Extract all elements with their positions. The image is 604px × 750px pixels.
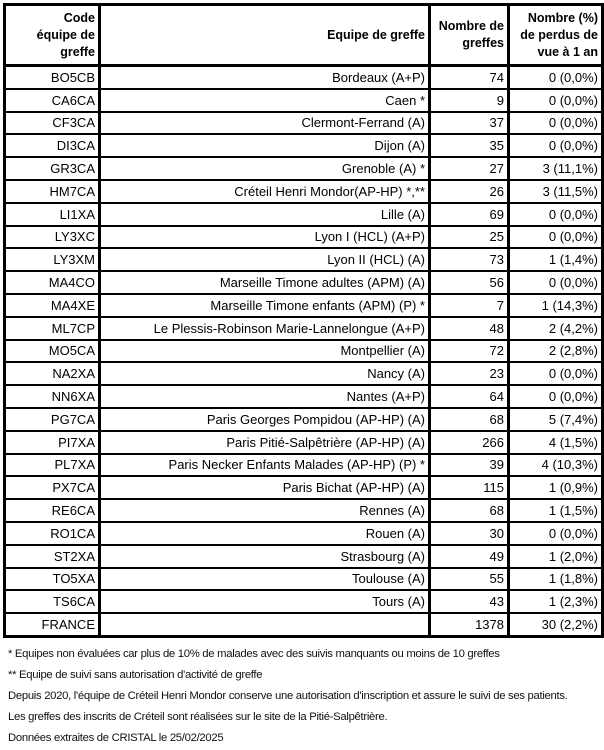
header-team: Equipe de greffe	[100, 5, 430, 66]
cell-team: Dijon (A)	[100, 134, 430, 157]
cell-count: 115	[430, 476, 509, 499]
cell-code: GR3CA	[5, 157, 100, 180]
table-row	[5, 226, 603, 249]
cell-lost: 0 (0,0%)	[509, 134, 603, 157]
cell-team: Lyon I (HCL) (A+P)	[100, 226, 430, 249]
table-row	[5, 271, 603, 294]
cell-count: 27	[430, 157, 509, 180]
table-row	[5, 362, 603, 385]
cell-code: RO1CA	[5, 522, 100, 545]
cell-code: ST2XA	[5, 545, 100, 568]
cell-count: 26	[430, 180, 509, 203]
table-row	[5, 454, 603, 477]
table-row	[5, 317, 603, 340]
cell-lost: 1 (2,3%)	[509, 590, 603, 613]
cell-team: Lyon II (HCL) (A)	[100, 248, 430, 271]
cell-lost: 1 (1,8%)	[509, 568, 603, 591]
table-row	[5, 157, 603, 180]
cell-count: 37	[430, 112, 509, 135]
cell-count: 72	[430, 340, 509, 363]
cell-lost: 3 (11,5%)	[509, 180, 603, 203]
table-row	[5, 248, 603, 271]
cell-lost: 0 (0,0%)	[509, 362, 603, 385]
cell-count: 64	[430, 385, 509, 408]
cell-count: 49	[430, 545, 509, 568]
table-header-row	[5, 5, 603, 66]
table-row	[5, 385, 603, 408]
cell-count: 23	[430, 362, 509, 385]
cell-code: BO5CB	[5, 66, 100, 89]
cell-count: 7	[430, 294, 509, 317]
cell-code: CA6CA	[5, 89, 100, 112]
cell-count: 25	[430, 226, 509, 249]
cell-team	[100, 613, 430, 636]
cell-count: 30	[430, 522, 509, 545]
cell-lost: 1 (14,3%)	[509, 294, 603, 317]
cell-code: MO5CA	[5, 340, 100, 363]
cell-team: Toulouse (A)	[100, 568, 430, 591]
cell-code: NN6XA	[5, 385, 100, 408]
cell-code: ML7CP	[5, 317, 100, 340]
header-code: Code équipe de greffe	[5, 5, 100, 66]
header-count: Nombre de greffes	[430, 5, 509, 66]
cell-team: Nancy (A)	[100, 362, 430, 385]
header-lost: Nombre (%) de perdus de vue à 1 an	[509, 5, 603, 66]
footnote-line: Les greffes des inscrits de Créteil sont réalisées sur le site de la Pitié-Salpêtrière.	[8, 711, 388, 723]
cell-team: Paris Pitié-Salpêtrière (AP-HP) (A)	[100, 431, 430, 454]
cell-code: DI3CA	[5, 134, 100, 157]
cell-count: 1378	[430, 613, 509, 636]
cell-count: 74	[430, 66, 509, 89]
cell-team: Paris Necker Enfants Malades (AP-HP) (P) *	[100, 454, 430, 477]
table-row	[5, 590, 603, 613]
cell-count: 35	[430, 134, 509, 157]
cell-team: Paris Georges Pompidou (AP-HP) (A)	[100, 408, 430, 431]
table-row	[5, 476, 603, 499]
table-row	[5, 568, 603, 591]
table-row	[5, 180, 603, 203]
cell-team: Nantes (A+P)	[100, 385, 430, 408]
cell-lost: 3 (11,1%)	[509, 157, 603, 180]
cell-lost: 0 (0,0%)	[509, 203, 603, 226]
cell-team: Clermont-Ferrand (A)	[100, 112, 430, 135]
cell-lost: 0 (0,0%)	[509, 522, 603, 545]
cell-count: 266	[430, 431, 509, 454]
table-row	[5, 340, 603, 363]
cell-team: Montpellier (A)	[100, 340, 430, 363]
table-row	[5, 499, 603, 522]
table-total-row	[5, 613, 603, 636]
cell-count: 68	[430, 408, 509, 431]
cell-team: Strasbourg (A)	[100, 545, 430, 568]
cell-team: Rennes (A)	[100, 499, 430, 522]
cell-lost: 0 (0,0%)	[509, 89, 603, 112]
table-row	[5, 522, 603, 545]
cell-lost: 2 (4,2%)	[509, 317, 603, 340]
cell-count: 39	[430, 454, 509, 477]
table-row	[5, 134, 603, 157]
table-row	[5, 89, 603, 112]
table-row	[5, 203, 603, 226]
cell-lost: 1 (1,5%)	[509, 499, 603, 522]
cell-code: HM7CA	[5, 180, 100, 203]
cell-count: 68	[430, 499, 509, 522]
cell-lost: 30 (2,2%)	[509, 613, 603, 636]
cell-team: Caen *	[100, 89, 430, 112]
cell-code: NA2XA	[5, 362, 100, 385]
table-row	[5, 545, 603, 568]
cell-count: 55	[430, 568, 509, 591]
cell-code: LI1XA	[5, 203, 100, 226]
cell-team: Lille (A)	[100, 203, 430, 226]
footnote-line: Depuis 2020, l'équipe de Créteil Henri Mondor conserve une autorisation d'inscription et assure le suivi de ses patients.	[8, 690, 568, 702]
transplant-teams-table	[3, 3, 604, 638]
table-row	[5, 408, 603, 431]
cell-lost: 0 (0,0%)	[509, 112, 603, 135]
cell-team: Rouen (A)	[100, 522, 430, 545]
table-row	[5, 112, 603, 135]
footnote-line: Données extraites de CRISTAL le 25/02/2025	[8, 732, 224, 744]
cell-team: Tours (A)	[100, 590, 430, 613]
cell-lost: 2 (2,8%)	[509, 340, 603, 363]
cell-code: PI7XA	[5, 431, 100, 454]
cell-code: FRANCE	[5, 613, 100, 636]
cell-code: PL7XA	[5, 454, 100, 477]
cell-count: 73	[430, 248, 509, 271]
cell-code: PG7CA	[5, 408, 100, 431]
table-row	[5, 294, 603, 317]
cell-count: 69	[430, 203, 509, 226]
footnotes	[8, 644, 568, 749]
cell-code: MA4XE	[5, 294, 100, 317]
cell-lost: 1 (2,0%)	[509, 545, 603, 568]
cell-team: Le Plessis-Robinson Marie-Lannelongue (A+P)	[100, 317, 430, 340]
cell-count: 48	[430, 317, 509, 340]
cell-count: 9	[430, 89, 509, 112]
cell-team: Marseille Timone enfants (APM) (P) *	[100, 294, 430, 317]
footnote-line: ** Equipe de suivi sans autorisation d'activité de greffe	[8, 669, 263, 681]
cell-lost: 0 (0,0%)	[509, 66, 603, 89]
cell-lost: 1 (1,4%)	[509, 248, 603, 271]
cell-code: RE6CA	[5, 499, 100, 522]
cell-lost: 1 (0,9%)	[509, 476, 603, 499]
cell-lost: 4 (10,3%)	[509, 454, 603, 477]
cell-code: TO5XA	[5, 568, 100, 591]
footnote-line: * Equipes non évaluées car plus de 10% de malades avec des suivis manquants ou moins de 10 greffes	[8, 648, 500, 660]
cell-code: PX7CA	[5, 476, 100, 499]
cell-lost: 5 (7,4%)	[509, 408, 603, 431]
cell-team: Marseille Timone adultes (APM) (A)	[100, 271, 430, 294]
cell-code: TS6CA	[5, 590, 100, 613]
cell-lost: 4 (1,5%)	[509, 431, 603, 454]
table-row	[5, 431, 603, 454]
table-row	[5, 66, 603, 89]
cell-count: 56	[430, 271, 509, 294]
cell-team: Grenoble (A) *	[100, 157, 430, 180]
cell-team: Paris Bichat (AP-HP) (A)	[100, 476, 430, 499]
cell-lost: 0 (0,0%)	[509, 385, 603, 408]
cell-code: MA4CO	[5, 271, 100, 294]
cell-lost: 0 (0,0%)	[509, 226, 603, 249]
cell-team: Créteil Henri Mondor(AP-HP) *,**	[100, 180, 430, 203]
cell-code: LY3XM	[5, 248, 100, 271]
cell-code: CF3CA	[5, 112, 100, 135]
cell-team: Bordeaux (A+P)	[100, 66, 430, 89]
cell-count: 43	[430, 590, 509, 613]
cell-lost: 0 (0,0%)	[509, 271, 603, 294]
cell-code: LY3XC	[5, 226, 100, 249]
